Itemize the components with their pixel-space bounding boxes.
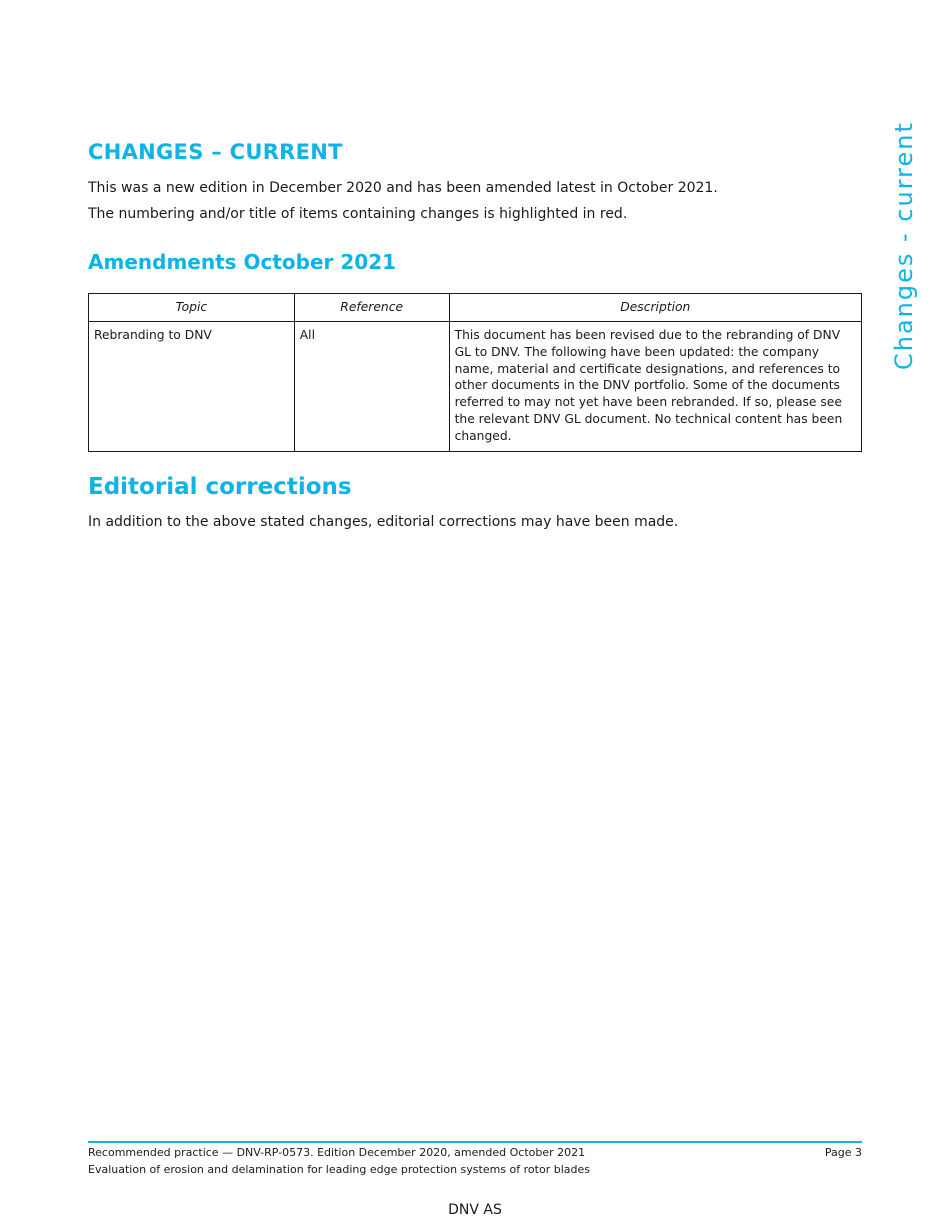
intro-paragraph-numbering: The numbering and/or title of items containing changes is highlighted in red. bbox=[88, 206, 628, 222]
editorial-heading: Editorial corrections bbox=[88, 474, 352, 500]
column-header-reference: Reference bbox=[294, 294, 449, 322]
intro-paragraph-edition: This was a new edition in December 2020 and has been amended latest in October 2021. bbox=[88, 180, 718, 196]
column-header-description: Description bbox=[449, 294, 861, 322]
cell-description: This document has been revised due to the rebranding of DNV GL to DNV. The following have been updated: the company name, material and certificate designations, and references to other documents in the DNV portfolio. Some of the documents referred to may not yet have been rebranded. If so, please see the relevant DNV GL document. No technical content has been changed. bbox=[449, 322, 861, 452]
amendments-table bbox=[88, 293, 862, 452]
footer-divider bbox=[88, 1141, 862, 1143]
cell-reference: All bbox=[294, 322, 449, 452]
side-section-label: Changes - current bbox=[890, 121, 918, 370]
footer-document-reference: Recommended practice — DNV-RP-0573. Edition December 2020, amended October 2021 bbox=[88, 1146, 586, 1159]
cell-topic: Rebranding to DNV bbox=[89, 322, 295, 452]
footer-document-subtitle: Evaluation of erosion and delamination for leading edge protection systems of rotor blades bbox=[88, 1163, 590, 1176]
amendments-heading: Amendments October 2021 bbox=[88, 250, 397, 274]
footer-page-number: Page 3 bbox=[824, 1146, 862, 1159]
column-header-topic: Topic bbox=[89, 294, 295, 322]
footer-company-name: DNV AS bbox=[448, 1202, 502, 1218]
editorial-paragraph: In addition to the above stated changes, editorial corrections may have been made. bbox=[88, 514, 679, 530]
table-row bbox=[89, 322, 862, 452]
page-title: CHANGES – CURRENT bbox=[88, 140, 343, 164]
table-header-row bbox=[89, 294, 862, 322]
